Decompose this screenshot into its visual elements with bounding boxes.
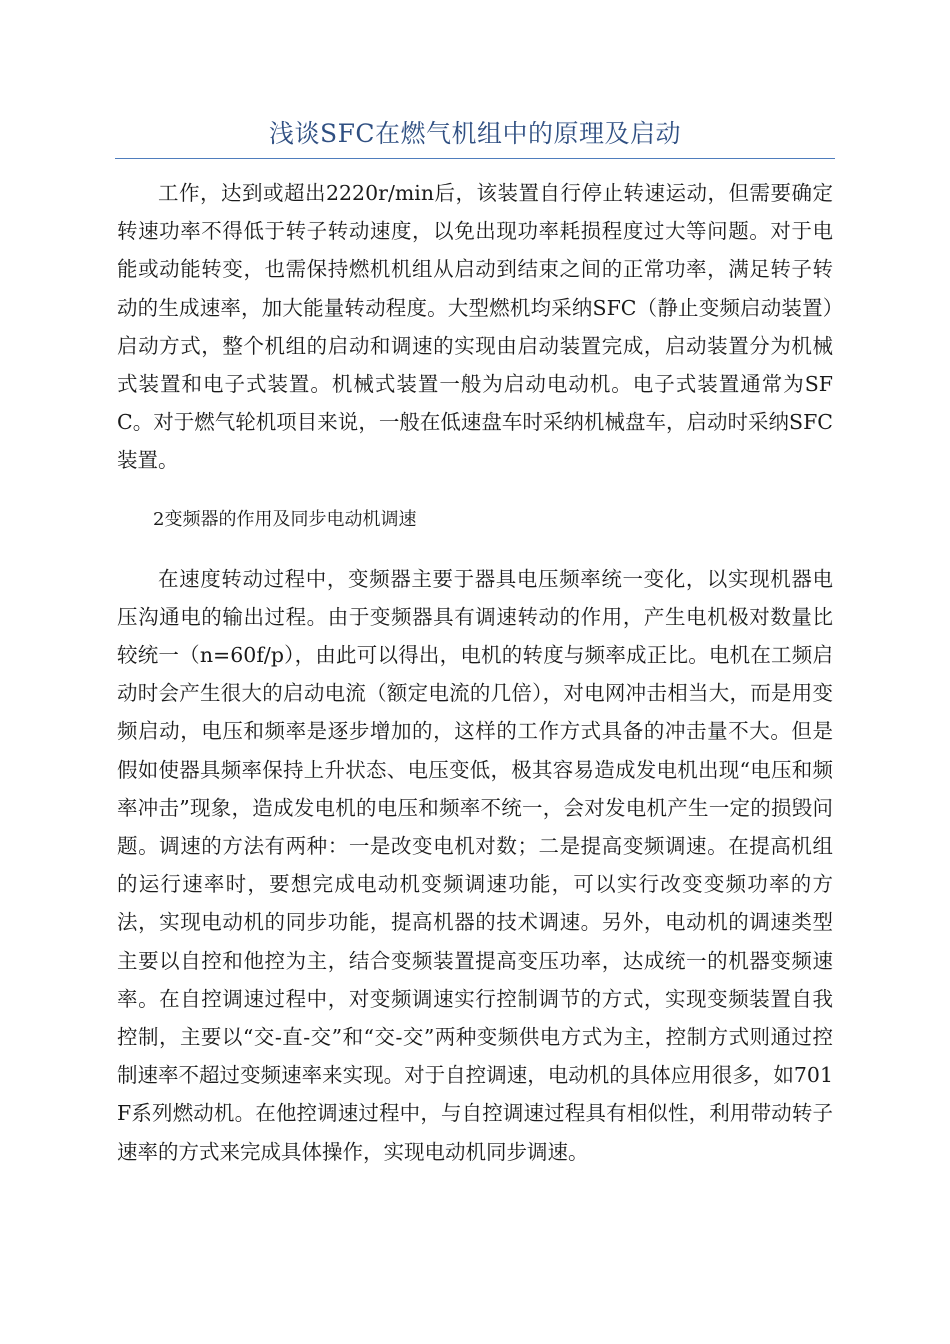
- document-body: [117, 174, 833, 1171]
- body-paragraph: 在速度转动过程中，变频器主要于器具电压频率统一变化，以实现机器电压沟通电的输出过程。由于变频器具有调速转动的作用，产生电机极对数量比较统一（n=60f/p），由此可以得出，电机的转度与频率成正比。电机在工频启动时会产生很大的启动电流（额定电流的几倍），对电网冲击相当大，而是用变频启动，电压和频率是逐步增加的，这样的工作方式具备的冲击量不大。但是假如使器具频率保持上升状态、电压变低，极其容易造成发电机出现“电压和频率冲击”现象，造成发电机的电压和频率不统一，会对发电机产生一定的损毁问题。调速的方法有两种：一是改变电机对数；二是提高变频调速。在提高机组的运行速率时，要想完成电动机变频调速功能，可以实行改变变频功率的方法，实现电动机的同步功能，提高机器的技术调速。另外，电动机的调速类型主要以自控和他控为主，结合变频装置提高变压功率，达成统一的机器变频速率。在自控调速过程中，对变频调速实行控制调节的方式，实现变频装置自我控制，主要以“交-直-交”和“交-交”两种变频供电方式为主，控制方式则通过控制速率不超过变频速率来实现。对于自控调速，电动机的具体应用很多，如701F系列燃动机。在他控调速过程中，与自控调速过程具有相似性，利用带动转子速率的方式来完成具体操作，实现电动机同步调速。: [117, 566, 833, 1164]
- document-header: [115, 112, 835, 159]
- body-paragraph: 工作，达到或超出2220r/min后，该装置自行停止转速运动，但需要确定转速功率不得低于转子转动速度，以免出现功率耗损程度过大等问题。对于电能或动能转变，也需保持燃机机组从启动到结束之间的正常功率，满足转子转动的生成速率，加大能量转动程度。大型燃机均采纳SFC（静止变频启动装置）启动方式，整个机组的启动和调速的实现由启动装置完成，启动装置分为机械式装置和电子式装置。机械式装置一般为启动电动机。电子式装置通常为SFC。对于燃气轮机项目来说，一般在低速盘车时采纳机械盘车，启动时采纳SFC装置。: [117, 181, 833, 473]
- section-heading: 2变频器的作用及同步电动机调速: [153, 508, 417, 530]
- document-title: 浅谈SFC在燃气机组中的原理及启动: [268, 119, 682, 148]
